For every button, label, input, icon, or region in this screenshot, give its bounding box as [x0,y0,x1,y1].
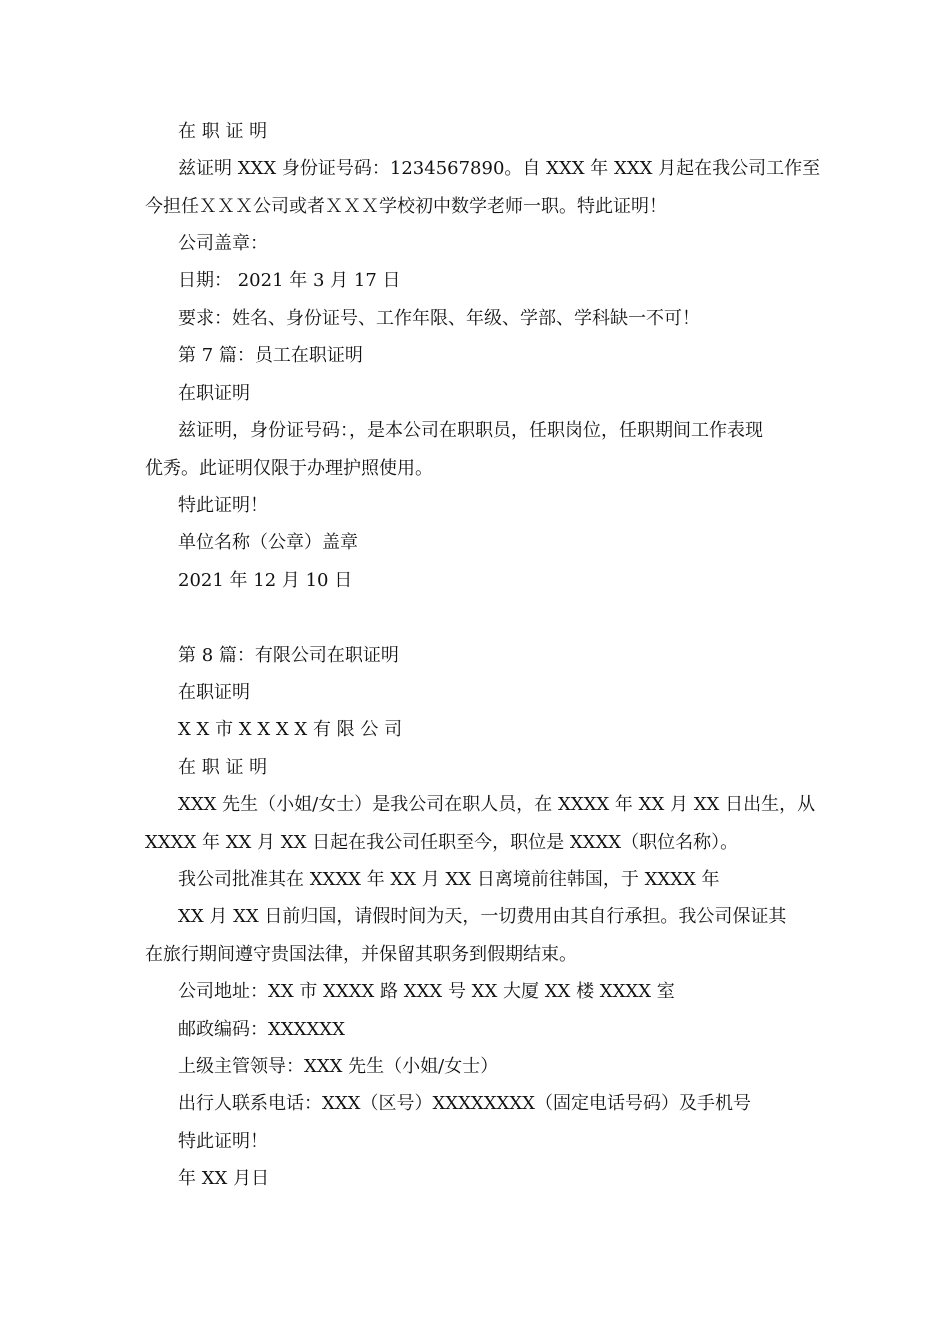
cert-title-2: 在职证明 [178,383,250,404]
cert-body-4c: 在旅行期间遵守贵国法律，并保留其职务到假期结束。 [145,944,577,965]
cert-body-3a: XXX 先生（小姐/女士）是我公司在职人员，在 XXXX 年 XX 月 XX 日出生，从 [178,794,816,815]
cert-body-3b: XXXX 年 XX 月 XX 日起在我公司任职至今，职位是 XXXX（职位名称）。 [145,832,739,853]
company-name: X X 市 X X X X 有 限 公 司 [178,719,403,740]
hereby-certify-2: 特此证明！ [178,1131,268,1152]
date-line-1: 日期： 2021 年 3 月 17 日 [178,270,401,291]
cert-body-1b: 今担任ＸＸＸ公司或者ＸＸＸ学校初中数学老师一职。特此证明！ [145,196,667,217]
requirements-line: 要求：姓名、身份证号、工作年限、年级、学部、学科缺一不可！ [178,308,700,329]
postal-code: 邮政编码：XXXXXX [178,1019,345,1040]
date-line-3: 年 XX 月日 [178,1168,270,1189]
cert-body-2a: 兹证明，身份证号码：，是本公司在职职员，任职岗位，任职期间工作表现 [178,420,763,441]
date-line-2: 2021 年 12 月 10 日 [178,570,353,591]
cert-body-1a: 兹证明 XXX 身份证号码：1234567890。自 XXX 年 XXX 月起在我公司工作至 [178,158,821,179]
cert-title-4: 在 职 证 明 [178,757,268,778]
cert-body-4a: 我公司批准其在 XXXX 年 XX 月 XX 日离境前往韩国，于 XXXX 年 [178,869,720,890]
cert-title-1: 在 职 证 明 [178,121,268,142]
company-seal-label: 公司盖章： [178,233,268,254]
cert-body-4b: XX 月 XX 日前归国，请假时间为天，一切费用由其自行承担。我公司保证其 [178,906,787,927]
cert-body-2b: 优秀。此证明仅限于办理护照使用。 [145,458,433,479]
company-address: 公司地址：XX 市 XXXX 路 XXX 号 XX 大厦 XX 楼 XXXX 室 [178,981,675,1002]
supervisor-line: 上级主管领导：XXX 先生（小姐/女士） [178,1056,499,1077]
unit-seal-label: 单位名称（公章）盖章 [178,532,358,553]
hereby-certify-1: 特此证明！ [178,495,268,516]
contact-phone-line: 出行人联系电话：XXX（区号）XXXXXXXX（固定电话号码）及手机号 [178,1093,751,1114]
section-7-heading: 第 7 篇：员工在职证明 [178,345,363,366]
section-8-heading: 第 8 篇：有限公司在职证明 [178,645,399,666]
cert-title-3: 在职证明 [178,682,250,703]
